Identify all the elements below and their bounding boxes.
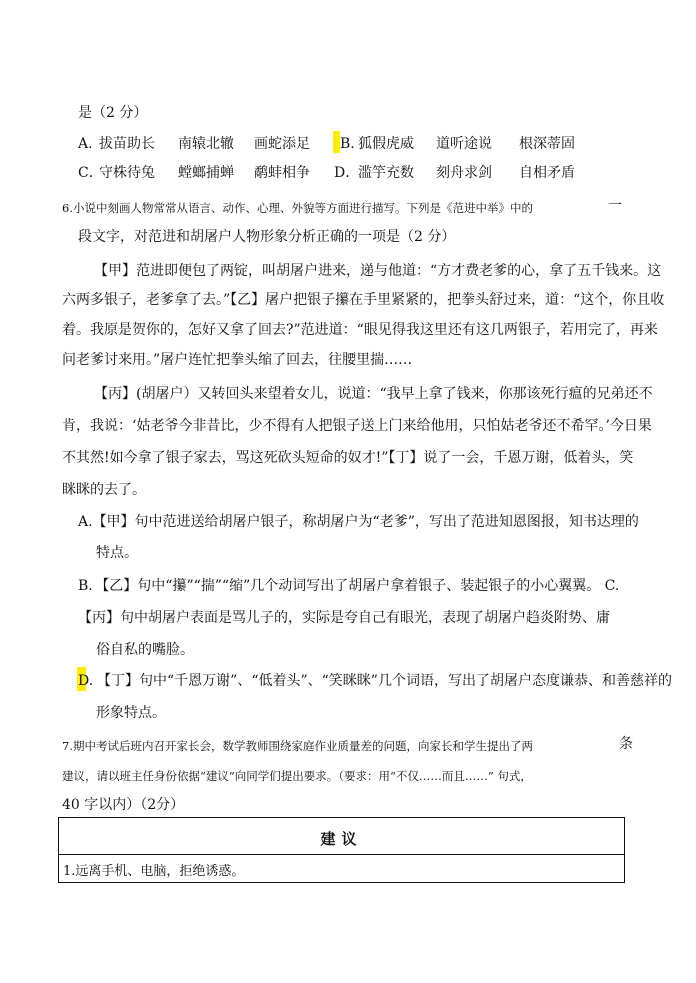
q5-option-b-item: 道听途说 — [436, 136, 492, 152]
q6-option-c-cont: 俗自私的嘴脸。 — [96, 642, 194, 658]
q6-option-a: A.【甲】句中范进送给胡屠户银子，称胡屠户为“老爹”，写出了范进知恩图报，知书达理的 — [78, 514, 639, 530]
q6-option-d: 【丁】句中“千恩万谢”、“低着头”、“笑眯眯”几个词语，写出了胡屠户态度谦恭、和善慈祥的 — [97, 673, 672, 689]
q5-option-d-item: 滥竽充数 — [358, 165, 414, 181]
q5-option-d-item: 刻舟求剑 — [436, 165, 492, 181]
passage-line: 着。我原是贺你的，怎好又拿了回去?”范进道：“眼见得我这里还有这几两银子，若用完了，再来 — [62, 322, 658, 338]
passage-line: 眯眯的去了。 — [62, 482, 146, 498]
q5-option-a-item: 画蛇添足 — [254, 136, 310, 152]
q5-option-b-label: B. — [340, 136, 355, 152]
q6-option-c: 【丙】句中胡屠户表面是骂儿子的，实际是夸自己有眼光，表现了胡屠户趋炎附势、庸 — [78, 610, 610, 626]
q5-tail: 是（2 分） — [78, 105, 148, 121]
q6-stem-end: 一 — [608, 198, 622, 214]
q5-option-b-item: 根深蒂固 — [519, 136, 575, 152]
suggestion-box — [58, 817, 625, 883]
q5-option-d-label: D． — [334, 165, 360, 181]
passage-line: 【丙】(胡屠户）又转回头来望着女儿，说道：“我早上拿了钱来，你那该死行瘟的兄弟还不 — [94, 386, 653, 402]
q7-stem: 建议，请以班主任身份依据“建议”向同学们提出要求。（要求：用“不仅……而且……” 句式， — [62, 769, 532, 783]
q6-option-d-label: D. — [78, 673, 94, 689]
suggestion-item: 1.远离手机、电脑，拒绝诱惑。 — [63, 864, 245, 879]
q6-stem: 6.小说中刻画人物常常从语言、动作、心理、外貌等方面进行描写。下列是《范进中举》中的 — [62, 201, 533, 215]
q6-option-b: B．【乙】句中“攥”“揣”“缩”几个动词写出了胡屠户拿着银子、装起银子的小心翼翼。 C. — [78, 578, 620, 594]
q6-option-d-cont: 形象特点。 — [96, 705, 166, 721]
suggestion-box-divider — [59, 854, 624, 855]
suggestion-box-title: 建议 — [320, 830, 363, 848]
passage-line: 问老爹讨来用。”屠户连忙把拳头缩了回去，往腰里揣…… — [62, 352, 413, 368]
q5-option-c-label: C． — [78, 165, 103, 181]
q5-option-c-item: 守株待兔 — [99, 165, 155, 181]
passage-line: 【甲】范进即便包了两锭，叫胡屠户进来，递与他道：“方才费老爹的心，拿了五千钱来。这 — [94, 263, 662, 279]
passage-line: 不其然!如今拿了银子家去，骂这死砍头短命的奴才!”【丁】说了一会，千恩万谢，低着头，笑 — [62, 450, 634, 466]
q7-stem: 7.期中考试后班内召开家长会，数学教师围绕家庭作业质量差的问题，向家长和学生提出了两 — [62, 739, 533, 753]
q5-option-c-item: 鹬蚌相争 — [254, 165, 310, 181]
q7-stem: 40 字以内）（2分） — [62, 797, 185, 813]
q5-option-b-item: 狐假虎威 — [358, 136, 414, 152]
q5-option-d-item: 自相矛盾 — [519, 165, 575, 181]
passage-line: 肯，我说：‘姑老爷今非昔比，少不得有人把银子送上门来给他用，只怕姑老爷还不希罕。’今日果 — [62, 418, 652, 434]
q6-stem: 段文字，对范进和胡屠户人物形象分析正确的一项是（2 分） — [78, 229, 456, 245]
q6-option-a-cont: 特点。 — [96, 545, 138, 561]
q5-option-a-item: 拔苗助长 — [99, 136, 155, 152]
q5-option-a-label: A. — [78, 136, 93, 152]
q5-option-c-item: 螳螂捕蝉 — [178, 165, 234, 181]
q5-option-a-item: 南辕北辙 — [178, 136, 234, 152]
passage-line: 六两多银子，老爹拿了去。”【乙】屠户把银子攥在手里紧紧的，把拳头舒过来，道：“这个，你且收 — [62, 292, 665, 308]
q7-stem-end: 条 — [619, 736, 633, 752]
highlight-marker — [333, 131, 340, 153]
